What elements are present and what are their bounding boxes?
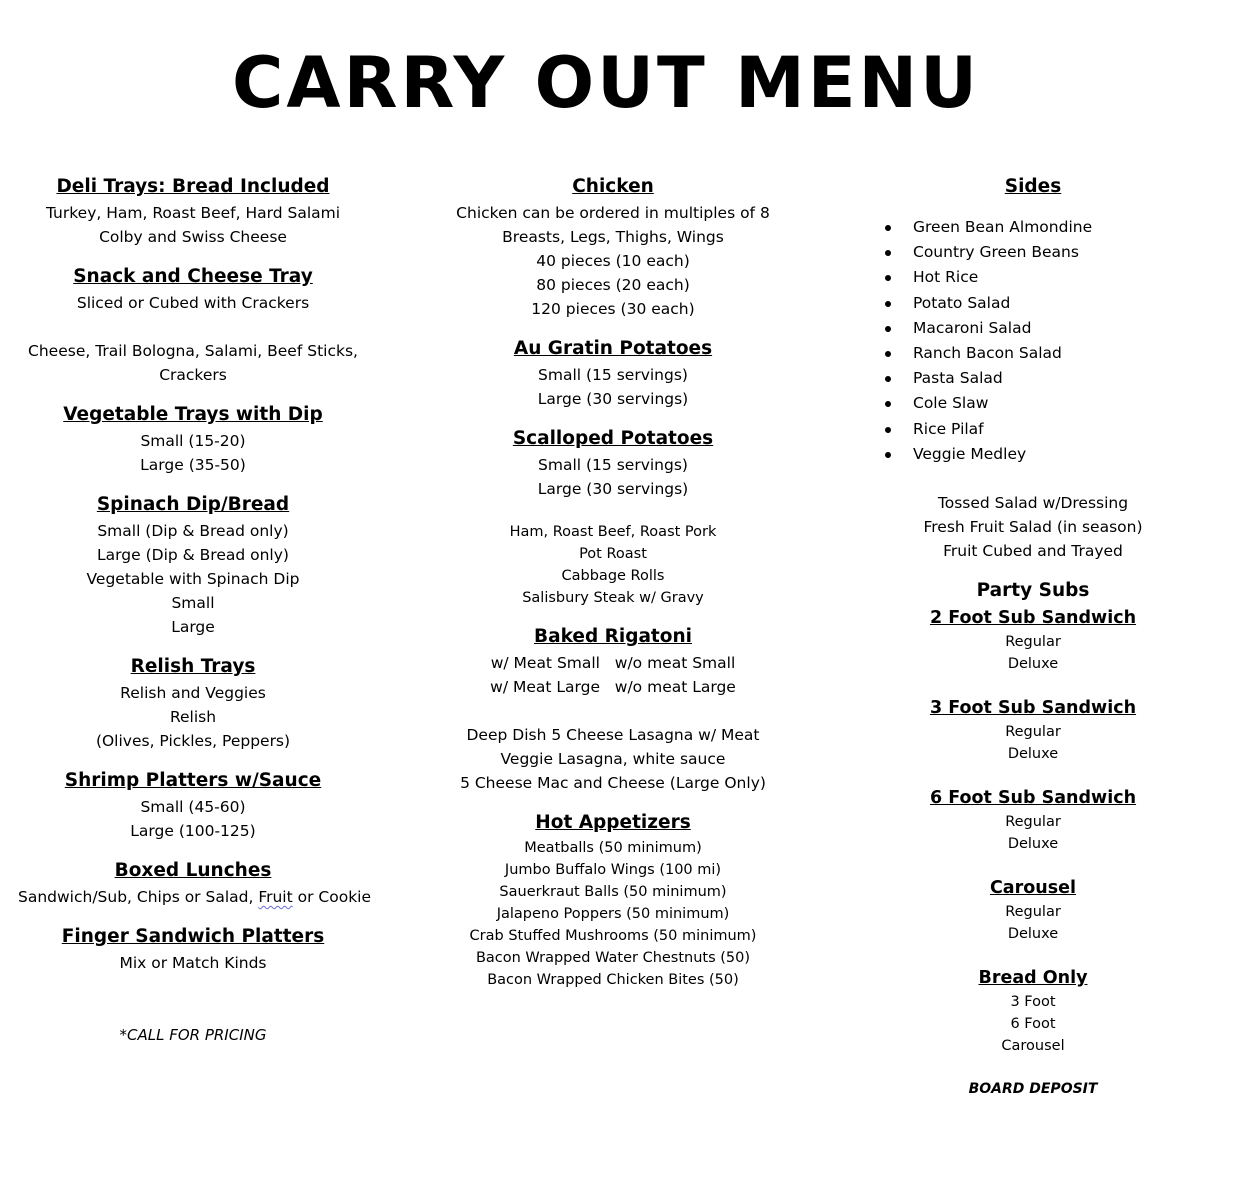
menu-line: Small (15 servings): [538, 366, 688, 384]
section-heading-sides: Sides: [1004, 176, 1062, 197]
section-heading-relish-trays: Relish Trays: [130, 656, 256, 677]
list-item: Hot Rice: [858, 265, 1208, 290]
menu-line: Vegetable with Spinach Dip: [86, 570, 300, 588]
menu-line: Small (45-60): [140, 798, 246, 816]
menu-line: Pot Roast: [579, 546, 647, 562]
menu-line: Large (30 servings): [537, 390, 689, 408]
menu-line: Small: [171, 594, 215, 612]
menu-line: Crackers: [159, 366, 227, 384]
menu-line: Turkey, Ham, Roast Beef, Hard Salami: [45, 204, 341, 222]
menu-line: Sauerkraut Balls (50 minimum): [499, 884, 727, 900]
heading-6-foot-sub: 6 Foot Sub Sandwich: [929, 788, 1137, 809]
sides-list: [858, 215, 1208, 467]
list-item: Potato Salad: [858, 291, 1208, 316]
menu-line: Deluxe: [1007, 926, 1059, 943]
menu-line: Veggie Lasagna, white sauce: [500, 750, 726, 768]
menu-line: Bacon Wrapped Chicken Bites (50): [487, 972, 739, 988]
menu-line: (Olives, Pickles, Peppers): [95, 732, 291, 750]
section-heading-vegetable-trays: Vegetable Trays with Dip: [63, 404, 323, 425]
spellcheck-word: Fruit: [258, 888, 293, 906]
menu-line: Fresh Fruit Salad (in season): [923, 518, 1143, 537]
menu-line: Deluxe: [1007, 656, 1059, 673]
menu-title: CARRY OUT MENU: [232, 42, 980, 124]
menu-line: Large (Dip & Bread only): [97, 546, 289, 564]
menu-line: Relish: [169, 708, 217, 726]
column-left: [18, 175, 372, 1047]
menu-line: Cheese, Trail Bologna, Salami, Beef Sticks,: [28, 342, 358, 360]
column-right: [858, 175, 1208, 1101]
menu-line: Regular: [1005, 634, 1061, 651]
heading-carousel: Carousel: [989, 878, 1077, 899]
heading-3-foot-sub: 3 Foot Sub Sandwich: [929, 698, 1137, 719]
menu-line: w/ Meat Small w/o meat Small: [490, 654, 736, 672]
menu-line: Jumbo Buffalo Wings (100 mi): [504, 862, 722, 878]
menu-line: Deluxe: [1007, 746, 1059, 763]
menu-line: 6 Foot: [1010, 1016, 1056, 1033]
menu-line: w/ Meat Large w/o meat Large: [490, 678, 736, 696]
menu-line: Relish and Veggies: [120, 684, 266, 702]
menu-line: Regular: [1005, 724, 1061, 741]
menu-line: Ham, Roast Beef, Roast Pork: [509, 524, 717, 540]
list-item: Pasta Salad: [858, 366, 1208, 391]
menu-line: Chicken can be ordered in multiples of 8: [456, 204, 770, 222]
menu-line: Salisbury Steak w/ Gravy: [522, 590, 704, 606]
menu-line: Bacon Wrapped Water Chestnuts (50): [475, 950, 751, 966]
menu-line: Deluxe: [1007, 836, 1059, 853]
menu-line: Mix or Match Kinds: [119, 954, 267, 972]
menu-line: Large (30 servings): [537, 480, 689, 498]
section-heading-deli-trays: Deli Trays: Bread Included: [56, 176, 330, 197]
section-heading-hot-appetizers: Hot Appetizers: [535, 812, 691, 833]
section-heading-snack-cheese-tray: Snack and Cheese Tray: [73, 266, 313, 287]
section-heading-au-gratin: Au Gratin Potatoes: [513, 338, 713, 359]
menu-line: Small (15-20): [140, 432, 246, 450]
menu-line: Carousel: [1001, 1038, 1065, 1055]
call-for-pricing-note: *CALL FOR PRICING: [119, 1026, 267, 1044]
menu-line: 40 pieces (10 each): [536, 252, 690, 270]
list-item: Rice Pilaf: [858, 417, 1208, 442]
list-item: Cole Slaw: [858, 391, 1208, 416]
boxed-lunch-text-end: or Cookie: [292, 888, 372, 906]
section-heading-finger-sandwich: Finger Sandwich Platters: [61, 926, 325, 947]
menu-line: Small (15 servings): [538, 456, 688, 474]
section-heading-boxed-lunches: Boxed Lunches: [114, 860, 272, 881]
menu-line: 5 Cheese Mac and Cheese (Large Only): [460, 774, 766, 792]
menu-line: Large: [171, 618, 215, 636]
section-heading-baked-rigatoni: Baked Rigatoni: [534, 626, 692, 647]
heading-bread-only: Bread Only: [978, 968, 1088, 989]
menu-line: Sliced or Cubed with Crackers: [76, 294, 310, 312]
menu-line: Jalapeno Poppers (50 minimum): [496, 906, 730, 922]
section-heading-chicken: Chicken: [572, 176, 654, 197]
menu-line: 3 Foot: [1010, 994, 1056, 1011]
menu-line: Large (100-125): [130, 822, 256, 840]
boxed-lunch-text: Sandwich/Sub, Chips or Salad,: [18, 888, 259, 906]
list-item: Green Bean Almondine: [858, 215, 1208, 240]
menu-line: Crab Stuffed Mushrooms (50 minimum): [469, 928, 757, 944]
board-deposit-note: BOARD DEPOSIT: [968, 1081, 1098, 1098]
list-item: Macaroni Salad: [858, 316, 1208, 341]
menu-line: 120 pieces (30 each): [531, 300, 695, 318]
menu-line: Deep Dish 5 Cheese Lasagna w/ Meat: [466, 726, 760, 744]
menu-line: Small (Dip & Bread only): [97, 522, 289, 540]
menu-line: Breasts, Legs, Thighs, Wings: [502, 228, 724, 246]
menu-line: Large (35-50): [140, 456, 246, 474]
list-item: Veggie Medley: [858, 442, 1208, 467]
menu-line: [18, 885, 372, 909]
menu-line: Cabbage Rolls: [561, 568, 665, 584]
list-item: Country Green Beans: [858, 240, 1208, 265]
heading-2-foot-sub: 2 Foot Sub Sandwich: [929, 608, 1137, 629]
menu-line: Colby and Swiss Cheese: [99, 228, 287, 246]
list-item: Ranch Bacon Salad: [858, 341, 1208, 366]
menu-line: Regular: [1005, 814, 1061, 831]
menu-line: Regular: [1005, 904, 1061, 921]
section-heading-scalloped: Scalloped Potatoes: [512, 428, 714, 449]
section-heading-spinach-dip: Spinach Dip/Bread: [96, 494, 290, 515]
menu-line: Fruit Cubed and Trayed: [943, 542, 1123, 561]
section-heading-shrimp-platters: Shrimp Platters w/Sauce: [64, 770, 322, 791]
menu-line: 80 pieces (20 each): [536, 276, 690, 294]
menu-line: Meatballs (50 minimum): [524, 840, 702, 856]
menu-line: Tossed Salad w/Dressing: [937, 494, 1129, 513]
section-heading-party-subs: Party Subs: [976, 580, 1090, 602]
column-middle: [438, 175, 788, 991]
